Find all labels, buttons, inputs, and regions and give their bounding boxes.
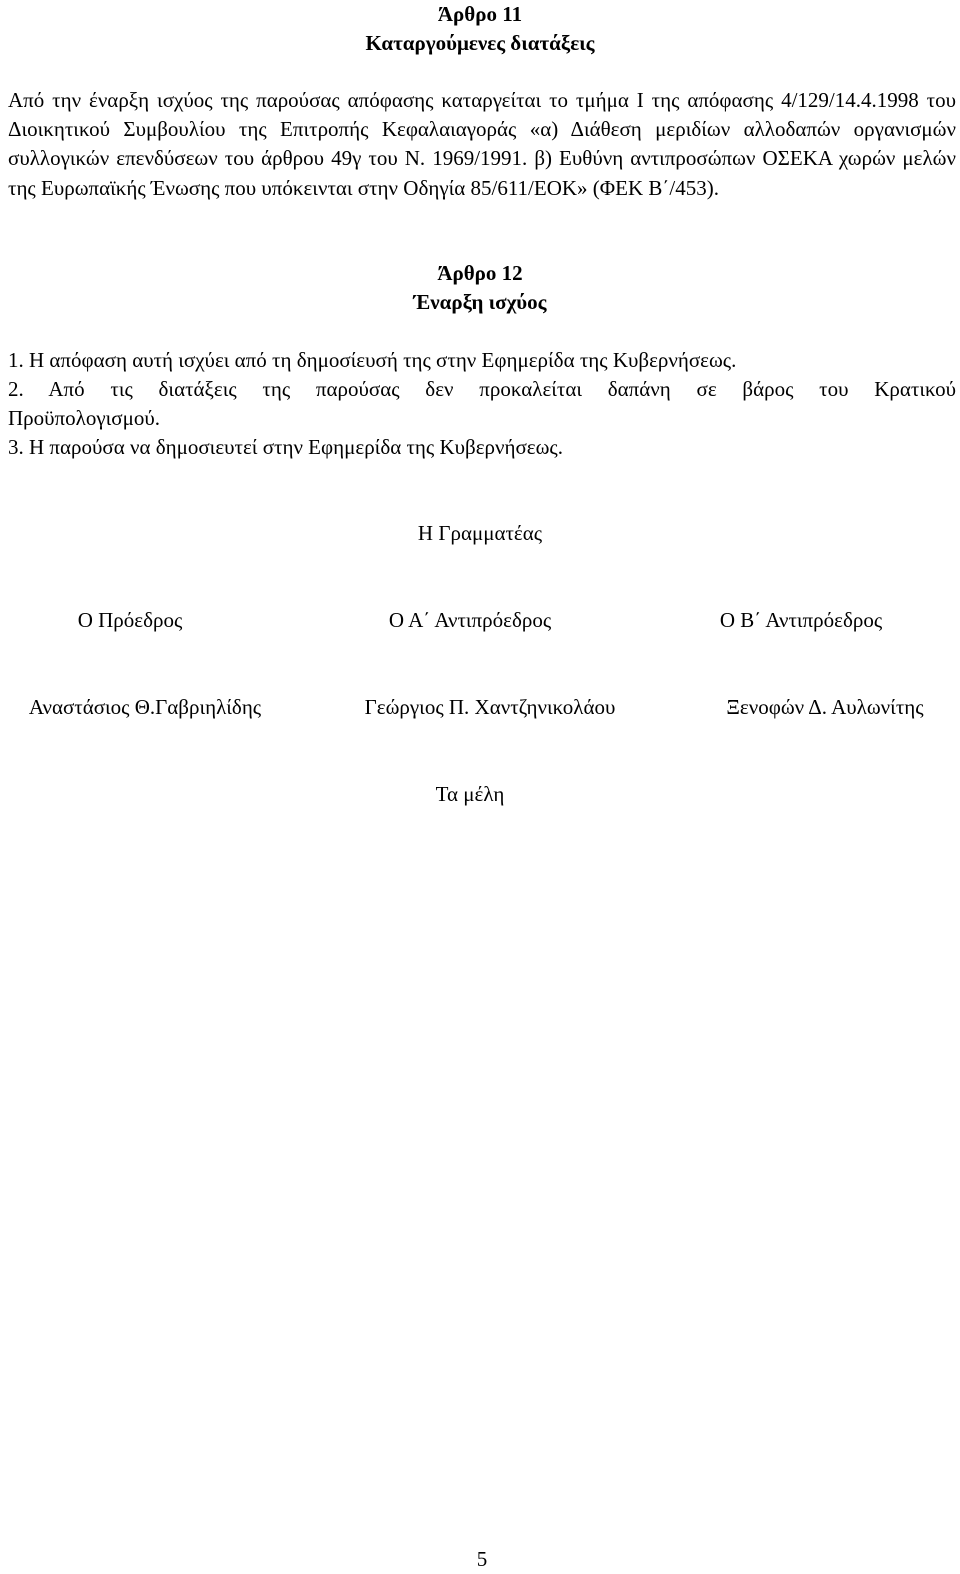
name-vice-president-b: Ξενοφών Δ. Αυλωνίτης — [726, 695, 924, 719]
article-11-subtitle: Καταργούμενες διατάξεις — [365, 31, 595, 55]
role-vice-president-b: Ο Β΄ Αντιπρόεδρος — [719, 608, 883, 632]
article-11-body: Από την έναρξη ισχύος της παρούσας απόφασης καταργείται το τμήμα Ι της απόφασης 4/129/14.4.1998 του Διοικητικού Συμβουλίου της Επιτροπής Κεφαλαιαγοράς «α) Διάθεση μεριδίων αλλοδαπών οργανισμών συλλογικών επενδύσεων του άρθρου 49γ του Ν. 1969/1991. β) Ευθύνη αντιπροσώπων ΟΣΕΚΑ χωρών μελών της Ευρωπαϊκής Ένωσης που υπόκεινται στην Οδηγία 85/611/ΕΟΚ» (ΦΕΚ Β΄/453). — [8, 88, 956, 200]
secretary-title: Η Γραμματέας — [417, 521, 543, 545]
article-12-title: Άρθρο 12 — [437, 261, 523, 285]
role-vice-president-a: Ο Α΄ Αντιπρόεδρος — [388, 608, 552, 632]
article-12-item-2-line-1: 2. Από τις διατάξεις της παρούσας δεν προκαλείται δαπάνη σε βάρος του Κρατικού — [8, 377, 956, 401]
name-president: Αναστάσιος Θ.Γαβριηλίδης — [28, 695, 262, 719]
article-12-item-3: 3. Η παρούσα να δημοσιευτεί στην Εφημερίδα της Κυβερνήσεως. — [8, 435, 564, 459]
members-title: Τα μέλη — [435, 782, 505, 806]
page-number: 5 — [476, 1547, 488, 1571]
name-vice-president-a: Γεώργιος Π. Χαντζηνικολάου — [364, 695, 616, 719]
article-12-subtitle: Έναρξη ισχύος — [413, 290, 547, 314]
article-12-item-1: 1. Η απόφαση αυτή ισχύει από τη δημοσίευσή της στην Εφημερίδα της Κυβερνήσεως. — [8, 348, 737, 372]
article-11-title: Άρθρο 11 — [437, 2, 523, 26]
article-12-item-2-line-2: Προϋπολογισμού. — [8, 406, 160, 430]
role-president: Ο Πρόεδρος — [77, 608, 183, 632]
